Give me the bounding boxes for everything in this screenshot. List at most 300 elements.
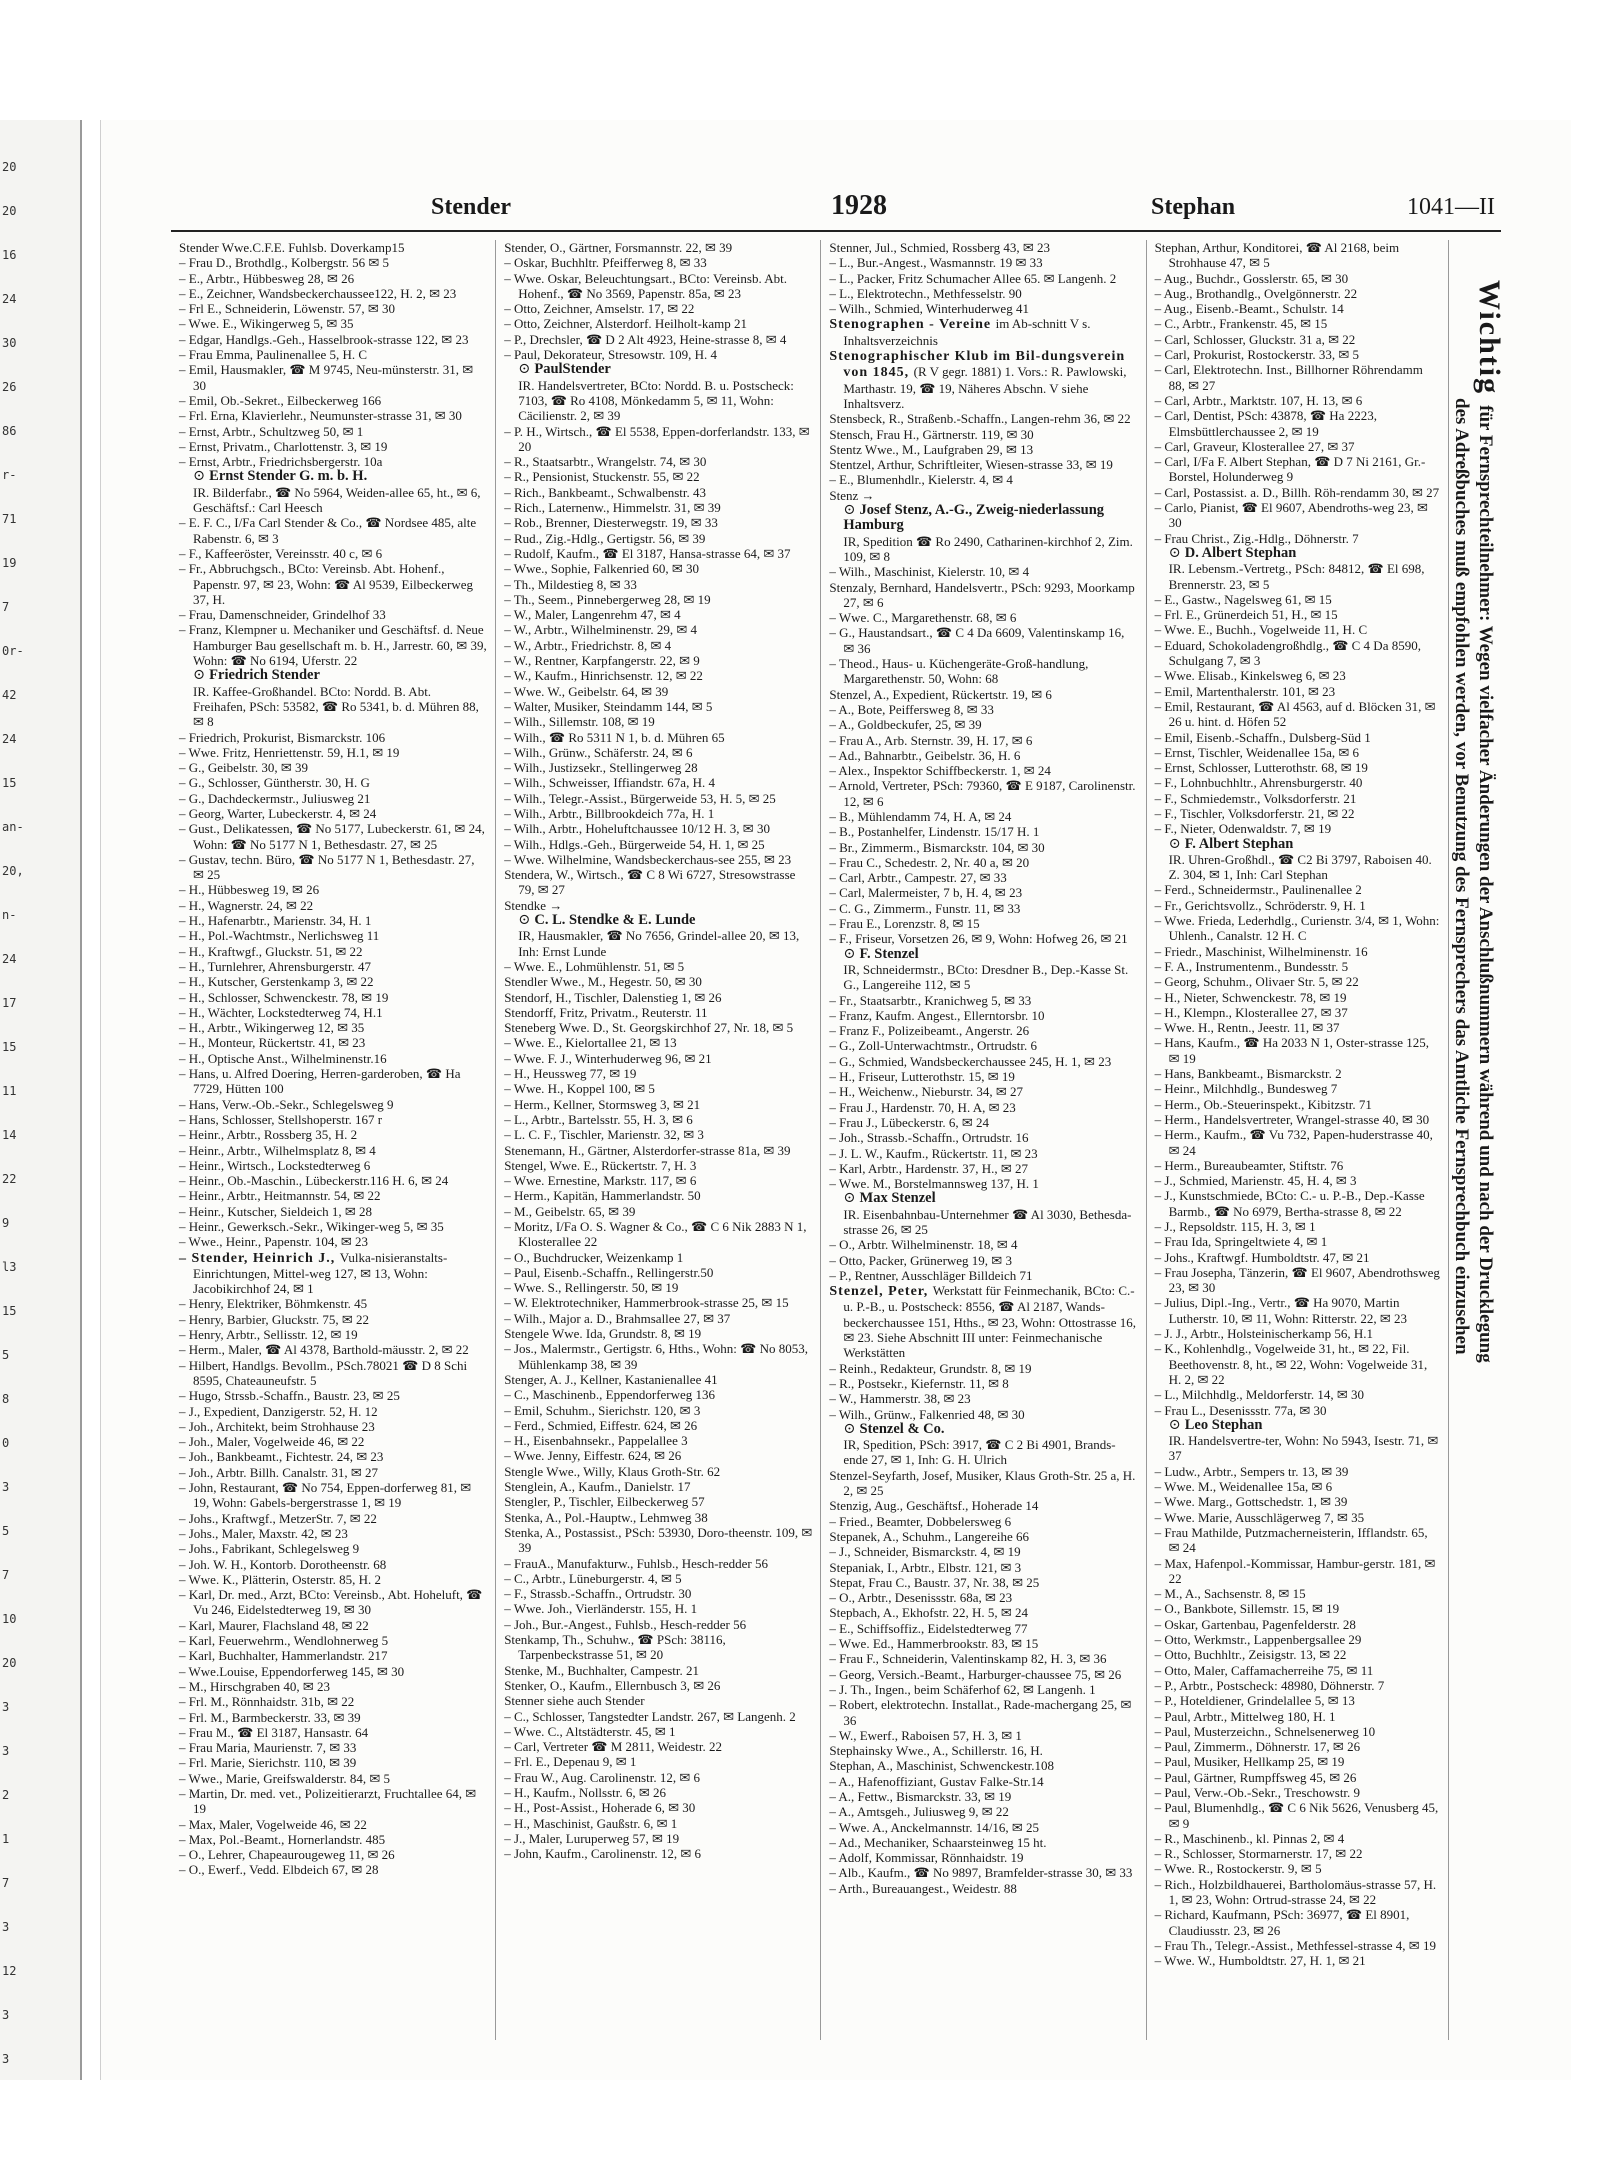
directory-entry: – Frau J., Hardenstr. 70, H. A, ✉ 23 — [829, 1099, 1016, 1115]
firm-entry — [504, 362, 812, 423]
margin-fragment: 14 — [2, 1128, 17, 1142]
directory-entry: – Wwe. F. J., Winterhuderweg 96, ✉ 21 — [504, 1050, 712, 1066]
margin-fragment: 20, — [2, 864, 24, 878]
margin-fragment: 15 — [2, 776, 17, 790]
directory-entry: – Heinr., Gewerksch.-Sekr., Wikinger-weg 5, ✉ 35 — [179, 1219, 444, 1234]
directory-entry: – Georg, Warter, Lubeckerstr. 4, ✉ 24 — [179, 805, 377, 821]
firm-entry — [1155, 546, 1440, 592]
margin-fragment: 2 — [2, 1788, 10, 1802]
directory-entry: – M., A., Sachsenstr. 8, ✉ 15 — [1154, 1586, 1306, 1602]
directory-entry: – Aug., Brothandlg., Ovelgönnerstr. 22 — [1154, 285, 1358, 301]
firm-details: IR. Eisenbahnbau-Unternehmer ☎ Al 3030, Bethesda-strasse 26, ✉ 25 — [843, 1206, 1132, 1237]
circle-dot-icon: ⊙ — [843, 1420, 856, 1437]
directory-entry: Stenker, O., Kaufm., Ellernbusch 3, ✉ 26 — [504, 1677, 721, 1693]
directory-entry: – W., Ewerf., Raboisen 57, H. 3, ✉ 1 — [829, 1727, 1022, 1743]
directory-entry: – Hans, Verw.-Ob.-Sekr., Schlegelsweg 9 — [179, 1096, 394, 1112]
directory-entry: – Reinh., Redakteur, Grundstr. 8, ✉ 19 — [829, 1360, 1032, 1376]
column-4 — [1147, 240, 1448, 2040]
directory-entry: – H., Kraftwgf., Gluckstr. 51, ✉ 22 — [179, 943, 363, 959]
directory-entry: Stenner, Jul., Schmied, Rossberg 43, ✉ 23 — [829, 240, 1051, 255]
directory-entry: Stendorf, H., Tischler, Dalenstieg 1, ✉ 26 — [504, 989, 722, 1005]
margin-fragment: 3 — [2, 1480, 10, 1494]
directory-entry: – Joh., Architekt, beim Strohhause 23 — [179, 1418, 375, 1434]
directory-entry: – Wwe. E., Kielortallee 21, ✉ 13 — [504, 1035, 677, 1051]
directory-entry: – Wwe. C., Margarethenstr. 68, ✉ 6 — [829, 610, 1017, 626]
firm-entry — [829, 503, 1137, 564]
firm-entry — [829, 947, 1137, 993]
circle-dot-icon: ⊙ — [1168, 544, 1181, 561]
directory-entry: Stendke → — [504, 897, 563, 913]
directory-entry: – Emil, Restaurant, ☎ Al 4563, auf d. Blöcken 31, ✉ 26 u. hint. d. Höfen 52 — [1154, 698, 1436, 730]
directory-entry: – Ludw., Arbtr., Sempers tr. 13, ✉ 39 — [1154, 1463, 1349, 1479]
directory-entry: – Hans, Schlosser, Stellshoperstr. 167 r — [179, 1111, 383, 1127]
directory-entry: – Wwe. Marg., Gottschedstr. 1, ✉ 39 — [1154, 1494, 1348, 1510]
directory-entry: – G., Schmied, Wandsbeckerchaussee 245, H. 1, ✉ 23 — [829, 1053, 1112, 1069]
margin-fragment: 15 — [2, 1304, 17, 1318]
column-3 — [821, 240, 1146, 2040]
directory-entry: – Br., Zimmerm., Bismarckstr. 104, ✉ 30 — [829, 839, 1045, 855]
directory-entry: – Paul, Arbtr., Mittelweg 180, H. 1 — [1154, 1708, 1336, 1724]
directory-entry: – W., Kaufm., Hinrichsenstr. 12, ✉ 22 — [504, 668, 703, 684]
directory-entry: – G., Haustandsart., ☎ C 4 Da 6609, Valentinskamp 16, ✉ 36 — [829, 625, 1125, 656]
margin-fragment: 20 — [2, 160, 17, 174]
directory-entry: – Otto, Zeichner, Alsterdorf. Heilholt-kamp 21 — [504, 316, 747, 332]
directory-entry: – Frau Christ., Zig.-Hdlg., Döhnerstr. 7 — [1154, 530, 1359, 546]
directory-entry: – Rudolf, Kaufm., ☎ El 3187, Hansa-strasse 64, ✉ 37 — [504, 545, 791, 561]
margin-fragment: 71 — [2, 512, 17, 526]
directory-entry: – John, Kaufm., Carolinenstr. 12, ✉ 6 — [504, 1846, 702, 1862]
directory-entry: – G., Schlosser, Güntherstr. 30, H. G — [179, 775, 370, 791]
firm-name: ⊙ D. Albert Stephan — [1168, 544, 1297, 561]
directory-entry: – F., Tischler, Volksdorferstr. 21, ✉ 22 — [1154, 805, 1355, 821]
directory-entry: – Arnold, Vertreter, PSch: 79360, ☎ E 9187, Carolinenstr. 12, ✉ 6 — [829, 778, 1136, 809]
directory-entry: – Ernst, Arbtr., Friedrichsbergerstr. 10a — [179, 454, 383, 470]
circle-dot-icon: ⊙ — [843, 945, 856, 962]
directory-entry: – Ad., Bahnarbtr., Geibelstr. 36, H. 6 — [829, 747, 1021, 763]
directory-entry: – Franz F., Polizeibeamt., Angerstr. 26 — [829, 1023, 1030, 1039]
directory-entry: Stenka, A., Postassist., PSch: 53930, Doro-theenstr. 109, ✉ 39 — [504, 1524, 813, 1556]
notice-heading: Wichtig — [1472, 280, 1506, 396]
directory-entry: – Wwe. Frieda, Lederhdlg., Curienstr. 3/4, ✉ 1, Wohn: Uhlenh., Canalstr. 12 H. C — [1154, 913, 1440, 944]
margin-fragment: 24 — [2, 952, 17, 966]
directory-entry: – Ad., Mechaniker, Schaarsteinweg 15 ht. — [829, 1834, 1047, 1850]
firm-entry — [179, 668, 487, 729]
margin-fragment: 0 — [2, 1436, 10, 1450]
directory-entry: – L., Bur.-Angest., Wasmannstr. 19 ✉ 33 — [829, 255, 1043, 271]
directory-entry: Stentzel, Arthur, Schriftleiter, Wiesen-strasse 33, ✉ 19 — [829, 457, 1113, 473]
circle-dot-icon: ⊙ — [843, 1190, 856, 1207]
directory-entry: – Joh., Arbtr. Billh. Canalstr. 31, ✉ 27 — [179, 1464, 379, 1480]
directory-entry: – H., Schlosser, Schwenckestr. 78, ✉ 19 — [179, 989, 389, 1005]
directory-entry: – C., Schlosser, Tangstedter Landstr. 267, ✉ Langenh. 2 — [504, 1708, 796, 1724]
directory-entry: Stenke, M., Buchhalter, Campestr. 21 — [504, 1662, 699, 1678]
directory-entry: – L. C. F., Tischler, Marienstr. 32, ✉ 3 — [504, 1127, 704, 1143]
directory-entry: – Heinr., Arbtr., Heitmannstr. 54, ✉ 22 — [179, 1188, 381, 1204]
circle-dot-icon: ⊙ — [193, 667, 206, 684]
directory-entry: – Robert, elektrotechn. Installat., Rade-machergang 25, ✉ 36 — [829, 1697, 1132, 1728]
margin-fragment: 11 — [2, 1084, 17, 1098]
directory-entry: – Wilh., Arbtr., Billbrookdeich 77a, H. 1 — [504, 805, 715, 821]
directory-entry: – Wwe. H., Koppel 100, ✉ 5 — [504, 1081, 655, 1097]
directory-entry: – R., Postsekr., Kiefernstr. 11, ✉ 8 — [829, 1375, 1009, 1391]
directory-entry: – F., Lohnbuchhltr., Ahrensburgerstr. 40 — [1154, 775, 1363, 791]
directory-entry: – W. Elektrotechniker, Hammerbrook-strasse 25, ✉ 15 — [504, 1295, 789, 1311]
column-2 — [496, 240, 821, 2040]
directory-entry: – Walter, Musiker, Steindamm 144, ✉ 5 — [504, 698, 713, 714]
directory-entry: – Herm., Kaufm., ☎ Vu 732, Papen-huderstrasse 40, ✉ 24 — [1154, 1127, 1433, 1158]
directory-entry: – Frau A., Arb. Sternstr. 39, H. 17, ✉ 6 — [829, 732, 1033, 748]
directory-entry: – Carl, Postassist. a. D., Billh. Röh-rendamm 30, ✉ 27 — [1154, 484, 1440, 500]
highlighted-name: Stenzel, Peter, — [829, 1284, 933, 1300]
directory-entry: – E., Gastw., Nagelsweg 61, ✉ 15 — [1154, 591, 1332, 607]
directory-entry: Stengele Wwe. Ida, Grundstr. 8, ✉ 19 — [504, 1326, 702, 1342]
directory-entry: – Theod., Haus- u. Küchengeräte-Groß-handlung, Margarethenstr. 50, Wohn: 68 — [829, 656, 1089, 687]
firm-entry — [829, 1422, 1137, 1468]
directory-entry: – Frl. E., Depenau 9, ✉ 1 — [504, 1754, 637, 1770]
directory-entry: – L., Milchhdlg., Meldorferstr. 14, ✉ 30 — [1154, 1387, 1365, 1403]
directory-entry: – Frau Emma, Paulinenallee 5, H. C — [179, 347, 368, 363]
directory-entry: – Frl. M., Barmbeckerstr. 33, ✉ 39 — [179, 1709, 361, 1725]
firm-entry — [829, 1191, 1137, 1237]
directory-entry: – Frl. Marie, Sierichstr. 110, ✉ 39 — [179, 1755, 357, 1771]
directory-entry: – O., Lehrer, Chapeaurougeweg 11, ✉ 26 — [179, 1847, 395, 1863]
margin-fragment: 20 — [2, 204, 17, 218]
directory-entry: – Frau, Damenschneider, Grindelhof 33 — [179, 607, 386, 623]
directory-entry: – O., Ewerf., Vedd. Elbdeich 67, ✉ 28 — [179, 1862, 379, 1878]
directory-entry: – Fried., Beamter, Dobbelersweg 6 — [829, 1513, 1012, 1529]
directory-entry: – W., Maler, Langenrehm 47, ✉ 4 — [504, 607, 681, 623]
firm-details: IR. Uhren-Großhdl., ☎ C2 Bi 3797, Raboisen 40. Z. 304, ✉ 1, Inh: Carl Stephan — [1168, 851, 1432, 883]
directory-entry: – Frau D., Brothdlg., Kolbergstr. 56 ✉ 5 — [179, 255, 389, 271]
margin-fragment: 42 — [2, 688, 17, 702]
directory-entry: – Wilh., Major a. D., Brahmsallee 27, ✉ 37 — [504, 1310, 731, 1326]
directory-entry: Stenemann, H., Gärtner, Alsterdorfer-strasse 81a, ✉ 39 — [504, 1142, 791, 1158]
margin-fragment: 26 — [2, 380, 17, 394]
directory-entry: – H., Arbtr., Wikingerweg 12, ✉ 35 — [179, 1020, 365, 1036]
directory-entry: – Franz, Kaufm. Angest., Ellerntorsbr. 10 — [829, 1007, 1045, 1023]
firm-details: IR, Spedition, PSch: 3917, ☎ C 2 Bi 4901, Brands-ende 27, ✉ 1, Inh: G. H. Ulrich — [843, 1437, 1116, 1468]
margin-fragment: 1 — [2, 1832, 10, 1846]
directory-entry: – J., Expedient, Danzigerstr. 52, H. 12 — [179, 1403, 378, 1419]
firm-name: ⊙ PaulStender — [518, 361, 611, 378]
firm-details: IR, Spedition ☎ Ro 2490, Catharinen-kirchhof 2, Zim. 109, ✉ 8 — [843, 533, 1133, 564]
directory-entry: – A., Hafenoffiziant, Gustav Falke-Str.14 — [829, 1773, 1044, 1789]
directory-entry: – Paul, Dekorateur, Stresowstr. 109, H. 4 — [504, 347, 718, 363]
directory-entry: – Paul, Verw.-Ob.-Sekr., Treschowstr. 9 — [1154, 1784, 1361, 1800]
directory-entry: – Wwe. Jenny, Eiffestr. 624, ✉ 26 — [504, 1448, 682, 1464]
highlighted-name: Stenographen - Vereine — [829, 317, 996, 333]
margin-fragment: 5 — [2, 1524, 10, 1538]
directory-entry: – H., Optische Anst., Wilhelminenstr.16 — [179, 1050, 387, 1066]
directory-entry: – Wwe. A., Anckelmannstr. 14/16, ✉ 25 — [829, 1819, 1039, 1835]
directory-entry: – Wilh., Schmied, Winterhuderweg 41 — [829, 301, 1029, 317]
directory-entry: Stepaniak, I., Arbtr., Elbstr. 121, ✉ 3 — [829, 1559, 1022, 1575]
directory-entry: – P., Rentner, Ausschläger Billdeich 71 — [829, 1267, 1033, 1283]
directory-entry: – Henry, Elektriker, Böhmkenstr. 45 — [179, 1296, 368, 1312]
directory-entry: – FrauA., Manufakturw., Fuhlsb., Hesch-redder 56 — [504, 1555, 768, 1571]
directory-entry: Stentz Wwe., M., Laufgraben 29, ✉ 13 — [829, 441, 1034, 457]
directory-entry: – Frau C., Schedestr. 2, Nr. 40 a, ✉ 20 — [829, 854, 1030, 870]
directory-entry: – Wilh., Grünw., Schäferstr. 24, ✉ 6 — [504, 744, 693, 760]
directory-entry: Stender Wwe.C.F.E. Fuhlsb. Doverkamp15 — [179, 240, 405, 255]
directory-entry: – Carl, Graveur, Klosterallee 27, ✉ 37 — [1154, 438, 1355, 454]
directory-entry: – M., Geibelstr. 65, ✉ 39 — [504, 1203, 636, 1219]
directory-entry: – Friedr., Maschinist, Wilhelminenstr. 16 — [1154, 943, 1368, 959]
directory-entry: – L., Packer, Fritz Schumacher Allee 65. ✉ Langenh. 2 — [829, 270, 1117, 286]
directory-entry: – Frau Mathilde, Putzmacherneisterin, Ifflandstr. 65, ✉ 24 — [1154, 1524, 1428, 1556]
directory-entry: – H., Heussweg 77, ✉ 19 — [504, 1066, 637, 1082]
directory-entry: – Max, Hafenpol.-Kommissar, Hambur-gerstr. 181, ✉ 22 — [1154, 1555, 1436, 1586]
firm-details: IR. Bilderfabr., ☎ No 5964, Weiden-allee 65, ht., ✉ 6, Geschäftsf.: Carl Heesch — [193, 484, 481, 516]
directory-entry: – Carl, Malermeister, 7 b, H. 4, ✉ 23 — [829, 885, 1023, 901]
firm-name: ⊙ Stenzel & Co. — [843, 1420, 945, 1437]
directory-entry: – Wwe. C., Altstädterstr. 45, ✉ 1 — [504, 1723, 676, 1739]
directory-entry: – Frl. Erna, Klavierlehr., Neumunster-strasse 31, ✉ 30 — [179, 408, 462, 424]
directory-entry: – Otto, Maler, Caffamacherreihe 75, ✉ 11 — [1154, 1662, 1374, 1678]
directory-entry: – Hans, Kaufm., ☎ Ha 2033 N 1, Oster-strasse 125, ✉ 19 — [1154, 1035, 1430, 1066]
directory-entry: – Heinr., Milchhdlg., Bundesweg 7 — [1154, 1081, 1338, 1097]
entry-details: Werkstatt für Feinmechanik, BCto: C.- u. P.-B., u. Postscheck: 8556, ☎ Al 2187, Wands-beckerchaussee 151, Hths., ✉ 23, Wohn: Ottostrasse 16, ✉ 23. Siehe Abschnitt III unter: Feinmechanische Werkstätten — [843, 1283, 1137, 1361]
directory-entry: Stenger, A. J., Kellner, Kastanienallee 41 — [504, 1371, 718, 1387]
directory-entry: – Frau M., ☎ El 3187, Hansastr. 64 — [179, 1724, 369, 1740]
directory-entry: – Martin, Dr. med. vet., Polizeitierarzt, Fruchtallee 64, ✉ 19 — [179, 1785, 477, 1817]
directory-entry: – Frl. M., Rönnhaidstr. 31b, ✉ 22 — [179, 1694, 355, 1710]
directory-entry: – Wilh., Telegr.-Assist., Bürgerweide 53, H. 5, ✉ 25 — [504, 790, 776, 806]
directory-entry: – L., Arbtr., Bartelsstr. 55, H. 3, ✉ 6 — [504, 1111, 693, 1127]
directory-entry: – Karl, Buchhalter, Hammerlandstr. 217 — [179, 1648, 388, 1664]
firm-name: ⊙ F. Albert Stephan — [1168, 835, 1294, 852]
circle-dot-icon: ⊙ — [518, 361, 531, 378]
directory-entry: – Johs., Fabrikant, Schlegelsweg 9 — [179, 1541, 360, 1557]
directory-entry: – Carl, I/Fa F. Albert Stephan, ☎ D 7 Ni 2161, Gr.-Borstel, Holunderweg 9 — [1154, 454, 1426, 485]
directory-entry: – Wwe. Joh., Vierländerstr. 155, H. 1 — [504, 1601, 698, 1617]
margin-fragment: 3 — [2, 1700, 10, 1714]
directory-entry: – Hilbert, Handlgs. Bevollm., PSch.78021 ☎ D 8 Schi 8595, Chateauneufstr. 5 — [179, 1357, 468, 1388]
directory-entry: Stenka, A., Pol.-Hauptw., Lehmweg 38 — [504, 1509, 708, 1525]
header-first-entry: Stender — [431, 194, 511, 220]
margin-fragment: 10 — [2, 1612, 17, 1626]
directory-entry: Stendorff, Fritz, Privatm., Reuterstr. 11 — [504, 1004, 708, 1020]
directory-entry: – Johs., Kraftwgf. Humboldtstr. 47, ✉ 21 — [1154, 1249, 1370, 1265]
directory-entry: – P. H., Wirtsch., ☎ El 5538, Eppen-dorferlandstr. 133, ✉ 20 — [504, 423, 810, 454]
directory-entry: – Georg, Schuhm., Olivaer Str. 5, ✉ 22 — [1154, 974, 1359, 990]
directory-entry: – Wwe. Ed., Hammerbrookstr. 83, ✉ 15 — [829, 1636, 1039, 1652]
directory-entry: – Moritz, I/Fa O. S. Wagner & Co., ☎ C 6 Nik 2883 N 1, Klosterallee 22 — [504, 1219, 807, 1250]
directory-entry: – Wwe. M., Borstelmannsweg 137, H. 1 — [829, 1176, 1039, 1192]
directory-entry: – Richard, Kaufmann, PSch: 36977, ☎ El 8901, Claudiusstr. 23, ✉ 26 — [1154, 1907, 1410, 1938]
directory-entry: – Herm., Bureaubeamter, Stiftstr. 76 — [1154, 1157, 1344, 1173]
directory-entry: – Ernst, Tischler, Weidenallee 15a, ✉ 6 — [1154, 744, 1359, 760]
directory-entry: – Frau F., Schneiderin, Valentinskamp 82, H. 3, ✉ 36 — [829, 1651, 1107, 1667]
directory-entry: – Wilh., Hdlgs.-Geh., Bürgerweide 54, H. 1, ✉ 25 — [504, 836, 765, 852]
margin-fragment: 20 — [2, 1656, 17, 1670]
directory-entry: – H., Hübbesweg 19, ✉ 26 — [179, 882, 320, 898]
directory-entry: – J., Schneider, Bismarckstr. 4, ✉ 19 — [829, 1544, 1021, 1560]
directory-entry: – Joh., Strassb.-Schaffn., Ortrudstr. 16 — [829, 1130, 1029, 1146]
directory-entry: – Wwe., Heinr., Papenstr. 104, ✉ 23 — [179, 1234, 369, 1250]
entry-details: im Ab-schnitt V s. Inhaltsverzeichnis — [843, 316, 1091, 348]
margin-fragment: 24 — [2, 732, 17, 746]
entry-details: (R V gegr. 1881) 1. Vors.: R. Pawlowski, Marthastr. 19, ☎ 19, Näheres Abschn. V siehe Inhaltsverz. — [843, 364, 1127, 411]
highlighted-name: – Stender, Heinrich J., — [179, 1250, 340, 1266]
highlighted-entry — [829, 316, 1137, 348]
directory-entry: Stephan, Arthur, Konditorei, ☎ Al 2168, beim Strohhause 47, ✉ 5 — [1154, 240, 1400, 271]
directory-entry: – Jos., Malermstr., Gertigstr. 6, Hths., Wohn: ☎ No 8053, Mühlenkamp 38, ✉ 39 — [504, 1341, 808, 1372]
directory-entry: – Paul, Zimmerm., Döhnerstr. 17, ✉ 26 — [1154, 1739, 1361, 1755]
header-last-entry: Stephan — [1151, 194, 1236, 220]
directory-entry: – H., Eisenbahnsekr., Pappelallee 3 — [504, 1433, 688, 1449]
directory-entry: – Max, Maler, Vogelweide 46, ✉ 22 — [179, 1816, 367, 1832]
highlighted-name: Stenographischer Klub im Bil-dungsverein von 1845, — [829, 349, 1126, 381]
margin-fragment: r- — [2, 468, 17, 482]
directory-entry: – H., Maschinist, Gaußstr. 6, ✉ 1 — [504, 1815, 678, 1831]
directory-entry: – Alb., Kaufm., ☎ No 9897, Bramfelder-strasse 30, ✉ 33 — [829, 1865, 1133, 1881]
directory-page — [100, 120, 1571, 2080]
directory-entry: Stenglein, A., Kaufm., Danielstr. 17 — [504, 1479, 691, 1495]
directory-entry: Stengle Wwe., Willy, Klaus Groth-Str. 62 — [504, 1463, 721, 1479]
circle-dot-icon: ⊙ — [518, 912, 531, 929]
directory-entry: – H., Friseur, Lutterothstr. 15, ✉ 19 — [829, 1069, 1015, 1085]
directory-entry: Stepbach, A., Ekhofstr. 22, H. 5, ✉ 24 — [829, 1605, 1029, 1621]
directory-entry: – Wwe. K., Plätterin, Osterstr. 85, H. 2 — [179, 1571, 381, 1587]
directory-entry: Stenzel-Seyfarth, Josef, Musiker, Klaus Groth-Str. 25 a, H. 2, ✉ 25 — [829, 1467, 1136, 1499]
directory-entry: – H., Nieter, Schwenckestr. 78, ✉ 19 — [1154, 989, 1347, 1005]
directory-entry: – Carlo, Pianist, ☎ El 9607, Abendroths-weg 23, ✉ 30 — [1154, 500, 1428, 531]
margin-fragment: 7 — [2, 1568, 10, 1582]
directory-entry: – Alex., Inspektor Schiffbeckerstr. 1, ✉ 24 — [829, 763, 1051, 779]
directory-entry: – A., Bote, Peiffersweg 8, ✉ 33 — [829, 701, 994, 717]
firm-details: IR. Kaffee-Großhandel. BCto: Nordd. B. Abt. Freihafen, PSch: 53582, ☎ Ro 5341, b. d. Mühren 88, ✉ 8 — [193, 683, 479, 730]
directory-entry: – Fr., Gerichtsvollz., Schröderstr. 9, H. 1 — [1154, 897, 1366, 913]
directory-entry: Stengel, Wwe. E., Rückertstr. 7, H. 3 — [504, 1157, 697, 1173]
directory-entry: – Ferd., Schneidermstr., Paulinenallee 2 — [1154, 882, 1362, 898]
directory-entry: – Max, Pol.-Beamt., Hornerlandstr. 485 — [179, 1831, 386, 1847]
margin-fragment: 12 — [2, 1964, 17, 1978]
directory-entry: Stepat, Frau C., Baustr. 37, Nr. 38, ✉ 25 — [829, 1574, 1040, 1590]
directory-entry: – Edgar, Handlgs.-Geh., Hasselbrook-strasse 122, ✉ 23 — [179, 331, 469, 347]
highlighted-entry — [179, 1250, 487, 1297]
directory-entry: – F., Schmiedemstr., Volksdorferstr. 21 — [1154, 790, 1357, 806]
margin-fragment: 8 — [2, 1392, 10, 1406]
directory-entry: – O., Bankbote, Sillemstr. 15, ✉ 19 — [1154, 1601, 1340, 1617]
directory-entry: – H., Wächter, Lockstedterweg 74, H.1 — [179, 1004, 383, 1020]
notice-line-1: für Fernsprechteilnehmer: Wegen vielfacher Änderungen der Anschlußnummern während und nach der Drucklegung — [1474, 405, 1496, 1363]
directory-entry: – H., Post-Assist., Hoherade 6, ✉ 30 — [504, 1800, 696, 1816]
directory-entry: – J. Th., Ingen., beim Schäferhof 62, ✉ Langenh. 1 — [829, 1681, 1096, 1697]
directory-entry: – H., Pol.-Wachtmstr., Nerlichsweg 11 — [179, 928, 380, 944]
margin-fragment: 7 — [2, 1876, 10, 1890]
directory-entry: – R., Pensionist, Stuckenstr. 55, ✉ 22 — [504, 469, 700, 485]
directory-entry: – Oskar, Gartenbau, Pagenfelderstr. 28 — [1154, 1616, 1356, 1632]
telephone-notice-text — [1449, 280, 1506, 2000]
directory-entry: – F., Kaffeeröster, Vereinsstr. 40 c, ✉ 6 — [179, 545, 383, 561]
directory-entry: – E., Arbtr., Hübbesweg 28, ✉ 26 — [179, 270, 355, 286]
margin-fragment: 16 — [2, 248, 17, 262]
directory-entry: – Aug., Buchdr., Gosslerstr. 65, ✉ 30 — [1154, 270, 1349, 286]
circle-dot-icon: ⊙ — [843, 502, 856, 519]
directory-entry: – Fr., Abbruchgsch., BCto: Vereinsb. Abt. Hohenf., Papenstr. 97, ✉ 23, Wohn: ☎ Al 9539, Eilbeckerweg 37, H. — [179, 561, 473, 607]
directory-entry: – F. A., Instrumentenm., Bundesstr. 5 — [1154, 958, 1349, 974]
firm-name: ⊙ C. L. Stendke & E. Lunde — [518, 912, 696, 929]
directory-entry: – Ernst, Schlosser, Lutterothstr. 68, ✉ 19 — [1154, 760, 1368, 776]
directory-entry: – Ferd., Schmied, Eiffestr. 624, ✉ 26 — [504, 1417, 698, 1433]
directory-entry: – B., Mühlendamm 74, H. A, ✉ 24 — [829, 808, 1012, 824]
directory-entry: – H., Kutscher, Gerstenkamp 3, ✉ 22 — [179, 974, 374, 990]
highlighted-entry — [829, 348, 1137, 411]
firm-name: ⊙ Ernst Stender G. m. b. H. — [193, 468, 368, 485]
directory-entry: – Oskar, Buchhltr. Pfeifferweg 8, ✉ 33 — [504, 255, 707, 271]
directory-entry: Stenzel, A., Expedient, Rückertstr. 19, ✉ 6 — [829, 686, 1052, 702]
directory-entry: – Georg, Versich.-Beamt., Harburger-chaussee 75, ✉ 26 — [829, 1666, 1122, 1682]
directory-entry: – H., Monteur, Rückertstr. 41, ✉ 23 — [179, 1035, 366, 1051]
directory-entry: – E. F. C., I/Fa Carl Stender & Co., ☎ Nordsee 485, alte Rabenstr. 6, ✉ 3 — [179, 515, 477, 546]
directory-entry: – R., Staatsarbtr., Wrangelstr. 74, ✉ 30 — [504, 454, 707, 470]
directory-entry: – Frau J., Lübeckerstr. 6, ✉ 24 — [829, 1114, 990, 1130]
directory-entry: – Wwe. S., Rellingerstr. 50, ✉ 19 — [504, 1280, 679, 1296]
margin-fragment: 5 — [2, 1348, 10, 1362]
directory-entry: – Rich., Bankbeamt., Schwalbenstr. 43 — [504, 484, 707, 500]
directory-entry: Stensbeck, R., Straßenb.-Schaffn., Langen-rehm 36, ✉ 22 — [829, 411, 1131, 427]
directory-entry: – G., Zoll-Unterwachtmstr., Ortrudstr. 6 — [829, 1038, 1037, 1054]
directory-entry: – Fr., Staatsarbtr., Kranichweg 5, ✉ 33 — [829, 992, 1032, 1008]
directory-entry: – H., Kaufm., Nollsstr. 6, ✉ 26 — [504, 1784, 667, 1800]
directory-entry: – E., Blumenhdlr., Kielerstr. 4, ✉ 4 — [829, 472, 1013, 488]
margin-fragment: 3 — [2, 2052, 10, 2066]
directory-entry: – Heinr., Arbtr., Rossberg 35, H. 2 — [179, 1127, 358, 1143]
margin-fragment: 3 — [2, 1744, 10, 1758]
directory-entry: – Wwe., Sophie, Falkenried 60, ✉ 30 — [504, 561, 699, 577]
directory-entry: – Arth., Bureauangest., Weidestr. 88 — [829, 1880, 1017, 1896]
directory-entry: – M., Hirschgraben 40, ✉ 23 — [179, 1678, 330, 1694]
directory-entry: – F., Nieter, Odenwaldstr. 7, ✉ 19 — [1154, 821, 1332, 837]
directory-entry: – Frl E., Schneiderin, Löwenstr. 57, ✉ 30 — [179, 301, 395, 317]
directory-entry: – Wwe. E., Buchh., Vogelweide 11, H. C — [1154, 622, 1368, 638]
directory-entry: – Wwe. M., Weidenallee 15a, ✉ 6 — [1154, 1479, 1333, 1495]
directory-entry: – Karl, Dr. med., Arzt, BCto: Vereinsb., Abt. Hoheluft, ☎ Vu 246, Eidelstedterweg 19, ✉ 30 — [179, 1587, 483, 1618]
directory-entry: – J. L. W., Kaufm., Rückertstr. 11, ✉ 23 — [829, 1145, 1038, 1161]
directory-entry: – Heinr., Kutscher, Sieldeich 1, ✉ 28 — [179, 1203, 373, 1219]
directory-entry: – Wilh., Grünw., Falkenried 48, ✉ 30 — [829, 1406, 1025, 1422]
directory-entry: – H., Weichenw., Nieburstr. 34, ✉ 27 — [829, 1084, 1023, 1100]
directory-entry: – J., Maler, Luruperweg 57, ✉ 19 — [504, 1830, 680, 1846]
directory-entry: Stenkamp, Th., Schuhw., ☎ PSch: 38116, Tarpenbeckstrasse 51, ✉ 20 — [504, 1632, 726, 1663]
directory-entry: – Wilh., Justizsekr., Stellingerweg 28 — [504, 760, 698, 776]
firm-entry — [1155, 837, 1440, 883]
directory-entry: – Aug., Eisenb.-Beamt., Schulstr. 14 — [1154, 301, 1344, 317]
directory-entry: – W., Hammerstr. 38, ✉ 23 — [829, 1391, 971, 1407]
directory-entry: – Karl, Arbtr., Hardenstr. 37, H., ✉ 27 — [829, 1160, 1029, 1176]
directory-entry: Stephainsky Wwe., A., Schillerstr. 16, H. — [829, 1743, 1043, 1759]
directory-entry: – Wwe.Louise, Eppendorferweg 145, ✉ 30 — [179, 1663, 405, 1679]
highlighted-entry — [829, 1283, 1137, 1360]
directory-entry: – Ernst, Privatm., Charlottenstr. 3, ✉ 19 — [179, 438, 388, 454]
directory-entry: – Frau Josepha, Tänzerin, ☎ El 9607, Abendrothsweg 23, ✉ 30 — [1154, 1264, 1440, 1296]
directory-entry: – O., Buchdrucker, Weizenkamp 1 — [504, 1249, 684, 1265]
firm-details: IR. Handelsvertreter, BCto: Nordd. B. u. Postscheck: 7103, ☎ Ro 4108, Mönkedamm 5, ✉ 11, Wohn: Cäcilienstr. 2, ✉ 39 — [518, 377, 794, 424]
directory-entry: – C., Arbtr., Frankenstr. 45, ✉ 15 — [1154, 316, 1328, 332]
directory-entry: – Wwe. Oskar, Beleuchtungsart., BCto: Vereinsb. Abt. Hohenf., ☎ No 3569, Papenstr. 85a, ✉ 23 — [504, 270, 787, 301]
margin-fragment: 3 — [2, 1920, 10, 1934]
directory-entry: – Henry, Barbier, Gluckstr. 75, ✉ 22 — [179, 1311, 370, 1327]
firm-name: ⊙ F. Stenzel — [843, 945, 919, 962]
directory-entry: – Eduard, Schokoladengroßhdlg., ☎ C 4 Da 8590, Schulgang 7, ✉ 3 — [1154, 637, 1421, 669]
directory-entry: – Wilh., Sillemstr. 108, ✉ 19 — [504, 714, 655, 730]
directory-entry: – Joh., Bankbeamt., Fichtestr. 24, ✉ 23 — [179, 1449, 384, 1465]
directory-entry: – Carl, Dentist, PSch: 43878, ☎ Ha 2223, Elmsbüttlerchaussee 2, ✉ 19 — [1154, 408, 1377, 439]
directory-entry: – Herm., Ob.-Steuerinspekt., Kibitzstr. 71 — [1154, 1096, 1372, 1112]
directory-entry: – Wwe. Fritz, Henriettenstr. 59, H.1, ✉ 19 — [179, 744, 400, 760]
directory-entry: – Joh., Bur.-Angest., Fuhlsb., Hesch-redder 56 — [504, 1616, 747, 1632]
